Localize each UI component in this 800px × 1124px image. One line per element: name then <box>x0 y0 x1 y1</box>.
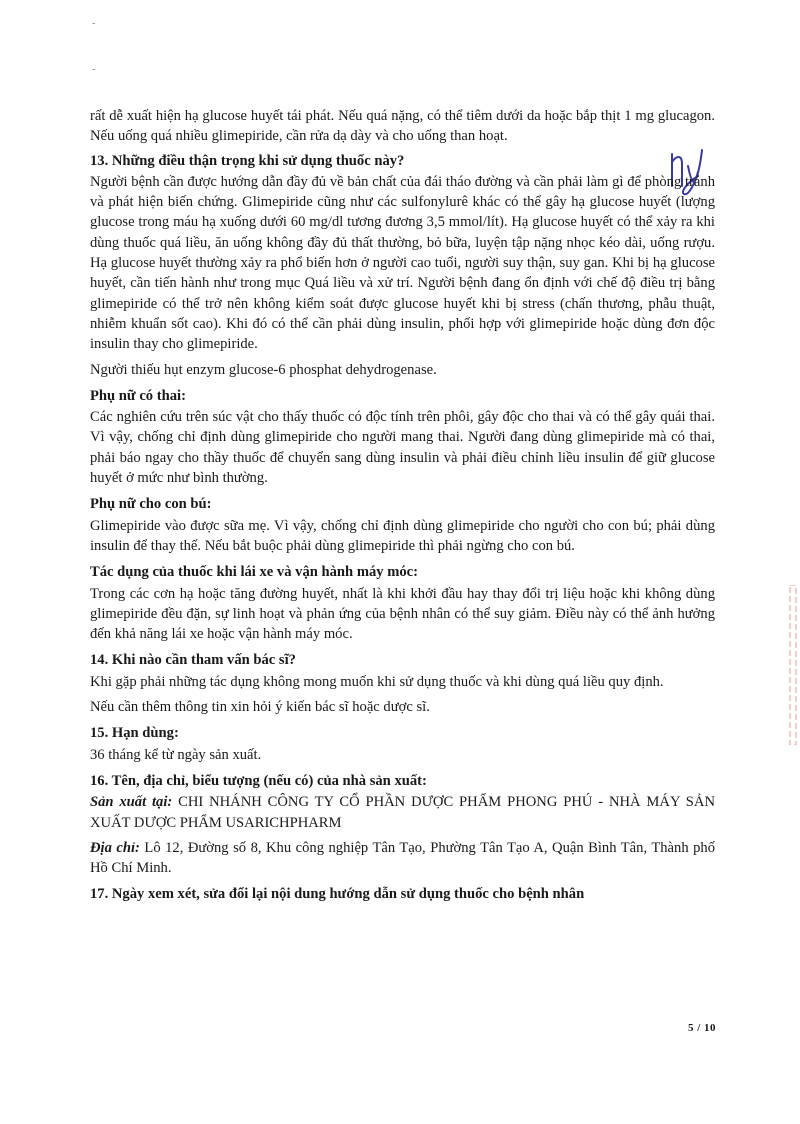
driving-heading: Tác dụng của thuốc khi lái xe và vận hành máy móc: <box>90 564 419 581</box>
section-13-heading: 13. Những điều thận trọng khi sử dụng thuốc này? <box>90 152 405 169</box>
made-at-label: Sản xuất tại: <box>90 794 173 811</box>
made-at-value: CHI NHÁNH CÔNG TY CỔ PHẦN DƯỢC PHẨM PHONG PHÚ - NHÀ MÁY SẢN XUẤT DƯỢC PHẨM USARICHPHARM <box>90 794 715 831</box>
address-label: Địa chỉ: <box>90 839 140 856</box>
section-14-paragraph: Khi gặp phải những tác dụng không mong muốn khi sử dụng thuốc và khi dùng quá liều quy định. <box>90 673 664 690</box>
section-13-paragraph: Người thiếu hụt enzym glucose-6 phosphat dehydrogenase. <box>90 361 437 378</box>
breastfeeding-heading: Phụ nữ cho con bú: <box>90 496 212 513</box>
section-15-heading: 15. Hạn dùng: <box>90 725 179 742</box>
page-number: 5 / 10 <box>688 1022 717 1034</box>
section-15-paragraph: 36 tháng kể từ ngày sản xuất. <box>90 746 262 763</box>
document-page <box>90 106 715 906</box>
intro-paragraph: rất dễ xuất hiện hạ glucose huyết tái phát. Nếu quá nặng, có thể tiêm dưới da hoặc bắp thịt 1 mg glucagon. Nếu uống quá nhiều glimepiride, cần rửa dạ dày và cho uống than hoạt. <box>90 108 715 145</box>
section-14-paragraph: Nếu cần thêm thông tin xin hỏi ý kiến bác sĩ hoặc dược sĩ. <box>90 699 430 716</box>
manufacturer-line <box>90 792 715 833</box>
address-value: Lô 12, Đường số 8, Khu công nghiệp Tân Tạo, Phường Tân Tạo A, Quận Bình Tân, Thành phố Hồ Chí Minh. <box>90 839 715 877</box>
address-line <box>90 838 715 879</box>
scan-mark: - <box>92 64 96 75</box>
breastfeeding-paragraph: Glimepiride vào được sữa mẹ. Vì vậy, chống chỉ định dùng glimepiride cho người cho con bú; phải dùng insulin để thay thế. Nếu bắt buộc phải dùng glimepiride thì phải ngừng cho con bú. <box>90 517 715 554</box>
section-14-heading: 14. Khi nào cần tham vấn bác sĩ? <box>90 652 296 669</box>
pregnant-paragraph: Các nghiên cứu trên súc vật cho thấy thuốc có độc tính trên phôi, gây độc cho thai và có thể gây quái thai. Vì vậy, chống chỉ định dùng glimepiride cho người mang thai. Người đang dùng glimepiride mà có thai, phải báo ngay cho thầy thuốc để chuyển sang dùng insulin và phải điều chỉnh liều insulin để giữ glucose huyết ở mức như bình thường. <box>90 409 715 487</box>
pregnant-heading: Phụ nữ có thai: <box>90 387 186 404</box>
scan-mark: - <box>92 18 96 29</box>
intro-section <box>90 106 715 171</box>
driving-paragraph: Trong các cơn hạ hoặc tăng đường huyết, nhất là khi khởi đầu hay thay đổi trị liệu hoặc khi không dùng glimepiride đều đặn, sự linh hoạt và phản ứng của bệnh nhân có thể suy giảm. Điều này có thể ảnh hưởng đến khả năng lái xe hoặc vận hành máy móc. <box>90 585 715 643</box>
section-13-paragraph: Người bệnh cần được hướng dẫn đầy đủ về bản chất của đái tháo đường và cần phải làm gì để phòng tránh và phát hiện biến chứng. Glimepiride cũng như các sulfonylurê khác có thể gây hạ glucose huyết (lượng glucose trong máu hạ xuống dưới 60 mg/dl tương đương 3,5 mmol/lít). Hạ glucose huyết có thể xảy ra khi dùng thuốc quá liều, ăn uống không đầy đủ thất thường, bỏ bữa, luyện tập nặng nhọc kéo dài, uống rượu. Hạ glucose huyết thường xảy ra phổ biến hơn ở người cao tuổi, người suy thận, suy gan. Khi bị hạ glucose huyết, cần tiến hành như trong mục Quá liều và xử trí. Người bệnh đang ổn định với chế độ điều trị bằng glimepiride có thể trở nên không kiểm soát được glucose huyết khi bị stress (chấn thương, phẫu thuật, nhiễm khuẩn sốt cao). Khi đó có thể cần phải dùng insulin, phối hợp với glimepiride hoặc dùng đơn độc insulin thay cho glimepiride. <box>90 173 715 353</box>
section-16-heading: 16. Tên, địa chỉ, biểu tượng (nếu có) của nhà sản xuất: <box>90 772 427 789</box>
section-17-heading: 17. Ngày xem xét, sửa đổi lại nội dung hướng dẫn sử dụng thuốc cho bệnh nhân <box>90 886 585 903</box>
stamp-edge-mark <box>786 585 800 745</box>
